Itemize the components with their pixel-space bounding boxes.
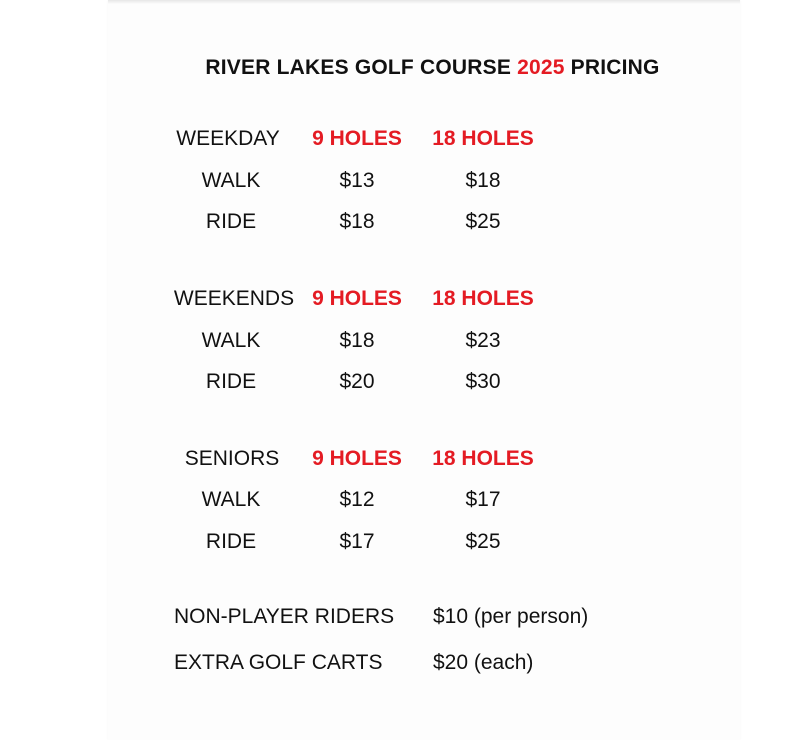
weekday-ride-label: RIDE <box>205 210 257 233</box>
weekends-col-18-holes: 18 HOLES <box>432 287 534 310</box>
page-title <box>0 56 795 80</box>
seniors-walk-9-price: $12 <box>339 488 375 511</box>
title-suffix: PRICING <box>570 56 660 79</box>
seniors-ride-label: RIDE <box>205 530 257 553</box>
section-label-seniors: SENIORS <box>184 447 280 470</box>
extra-golf-carts-label: EXTRA GOLF CARTS <box>174 651 383 674</box>
seniors-ride-18-price: $25 <box>465 530 501 553</box>
pricing-card <box>108 0 740 740</box>
title-prefix: RIVER LAKES GOLF COURSE <box>205 56 512 79</box>
seniors-ride-9-price: $17 <box>339 530 375 553</box>
seniors-col-18-holes: 18 HOLES <box>432 447 534 470</box>
top-divider <box>108 0 740 4</box>
weekday-walk-9-price: $13 <box>339 169 375 192</box>
title-year: 2025 <box>517 56 565 79</box>
weekends-walk-label: WALK <box>201 329 261 352</box>
weekends-ride-18-price: $30 <box>465 370 501 393</box>
seniors-walk-18-price: $17 <box>465 488 501 511</box>
weekday-ride-18-price: $25 <box>465 210 501 233</box>
weekday-ride-9-price: $18 <box>339 210 375 233</box>
weekends-ride-9-price: $20 <box>339 370 375 393</box>
weekends-ride-label: RIDE <box>205 370 257 393</box>
weekday-walk-18-price: $18 <box>465 169 501 192</box>
section-label-weekday: WEEKDAY <box>176 127 280 150</box>
seniors-col-9-holes: 9 HOLES <box>312 447 402 470</box>
weekends-col-9-holes: 9 HOLES <box>312 287 402 310</box>
seniors-walk-label: WALK <box>201 488 261 511</box>
weekday-col-18-holes: 18 HOLES <box>432 127 534 150</box>
weekday-col-9-holes: 9 HOLES <box>312 127 402 150</box>
extra-golf-carts-price: $20 (each) <box>433 651 534 674</box>
weekends-walk-9-price: $18 <box>339 329 375 352</box>
extra-non-player-riders-label: NON-PLAYER RIDERS <box>174 605 395 628</box>
weekday-walk-label: WALK <box>201 169 261 192</box>
extra-non-player-riders-price: $10 (per person) <box>433 605 589 628</box>
weekends-walk-18-price: $23 <box>465 329 501 352</box>
section-label-weekends: WEEKENDS <box>173 287 295 310</box>
